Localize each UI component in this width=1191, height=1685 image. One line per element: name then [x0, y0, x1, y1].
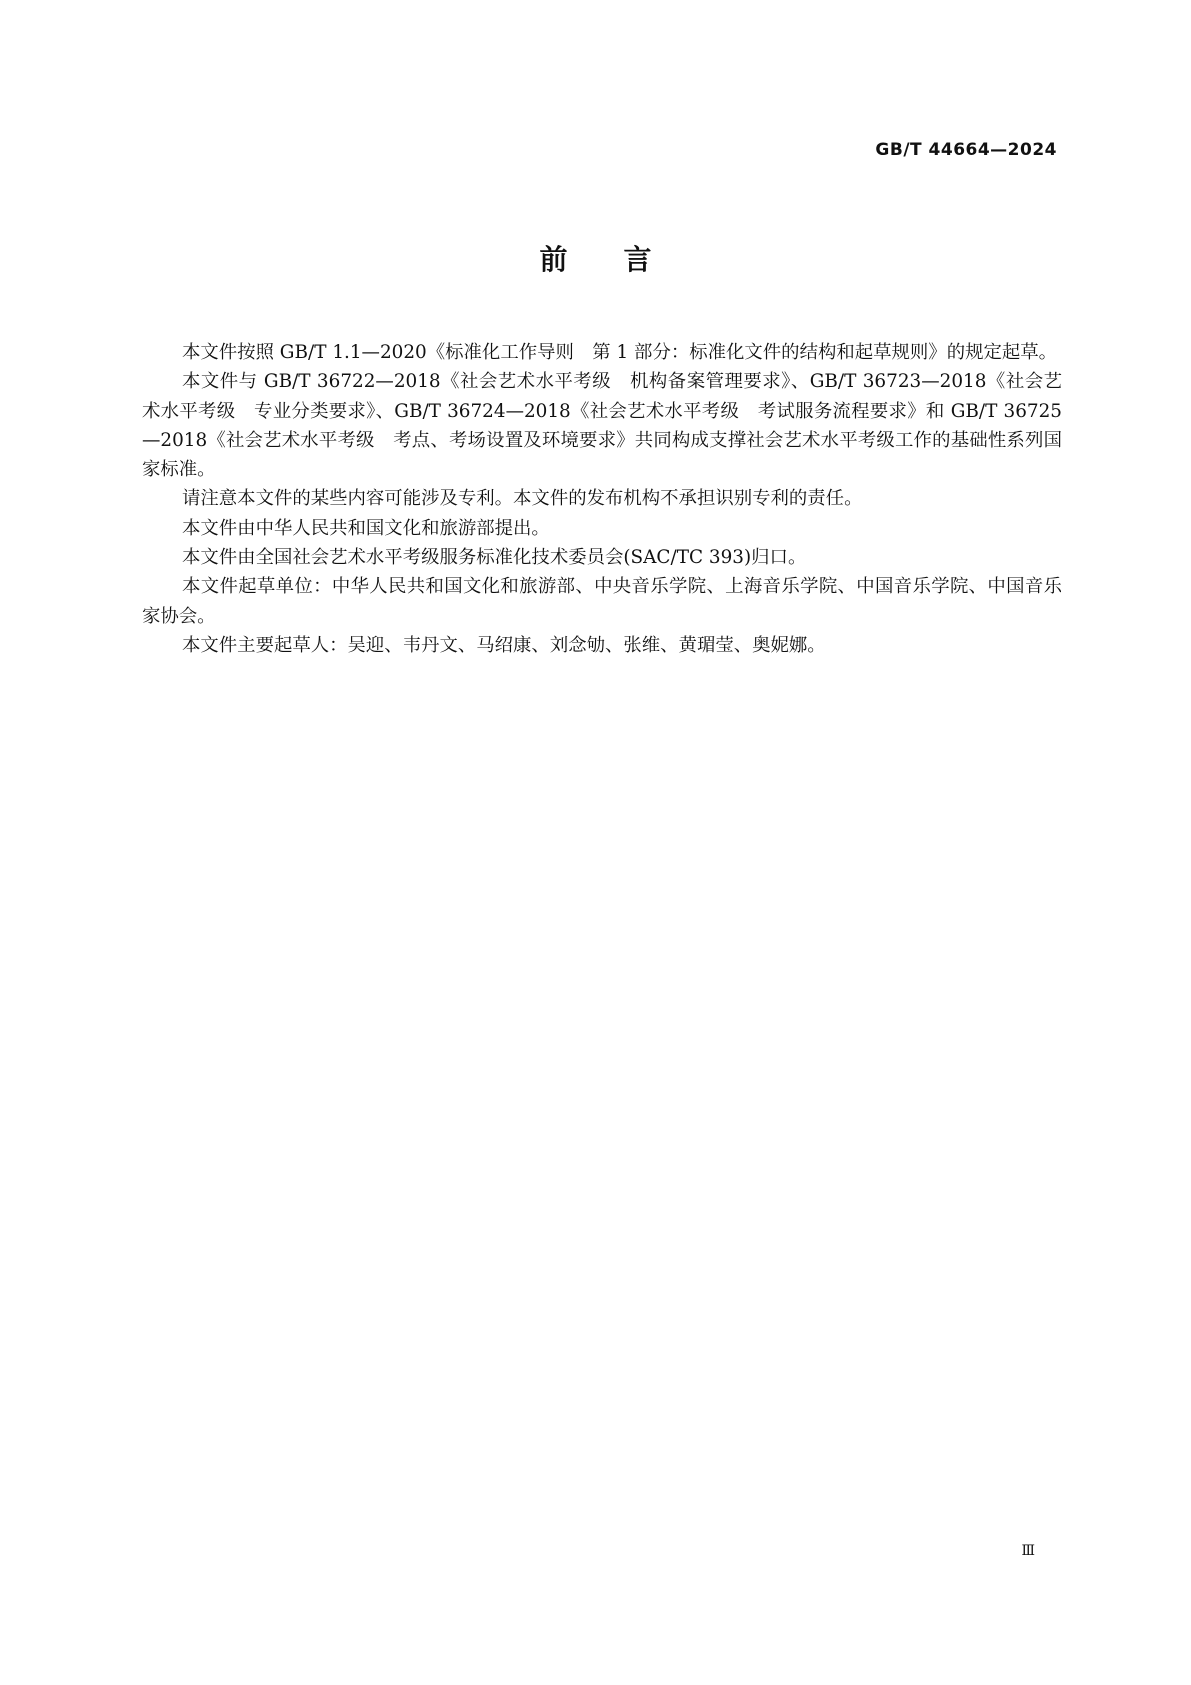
page-number: Ⅲ — [1021, 1543, 1035, 1559]
foreword-body — [142, 338, 1062, 660]
paragraph-drafting-basis: 本文件按照 GB/T 1.1—2020《标准化工作导则 第 1 部分：标准化文件的结构和起草规则》的规定起草。 — [182, 342, 1058, 363]
paragraph-technical-committee: 本文件由全国社会艺术水平考级服务标准化技术委员会(SAC/TC 393)归口。 — [182, 547, 807, 569]
paragraph-drafting-units: 本文件起草单位：中华人民共和国文化和旅游部、中央音乐学院、上海音乐学院、中国音乐学院、中国音乐家协会。 — [142, 576, 1062, 627]
page-title: 前言 — [539, 243, 708, 276]
paragraph-patent-notice: 请注意本文件的某些内容可能涉及专利。本文件的发布机构不承担识别专利的责任。 — [182, 488, 863, 510]
standard-code: GB/T 44664—2024 — [875, 140, 1057, 160]
paragraph-proposer: 本文件由中华人民共和国文化和旅游部提出。 — [182, 517, 550, 539]
paragraph-drafters: 本文件主要起草人：吴迎、韦丹文、马绍康、刘念劬、张维、黄瑂莹、奥妮娜。 — [182, 634, 826, 656]
paragraph-related-standards: 本文件与 GB/T 36722—2018《社会艺术水平考级 机构备案管理要求》、GB/T 36723—2018《社会艺术水平考级 专业分类要求》、GB/T 36724—2018《社会艺术水平考级 考试服务流程要求》和 GB/T 36725—2018《社会艺术水平考级 考点、考场设置及环境要求》共同构成支撑社会艺术水平考级工作的基础性系列国家标准。 — [142, 371, 1062, 481]
